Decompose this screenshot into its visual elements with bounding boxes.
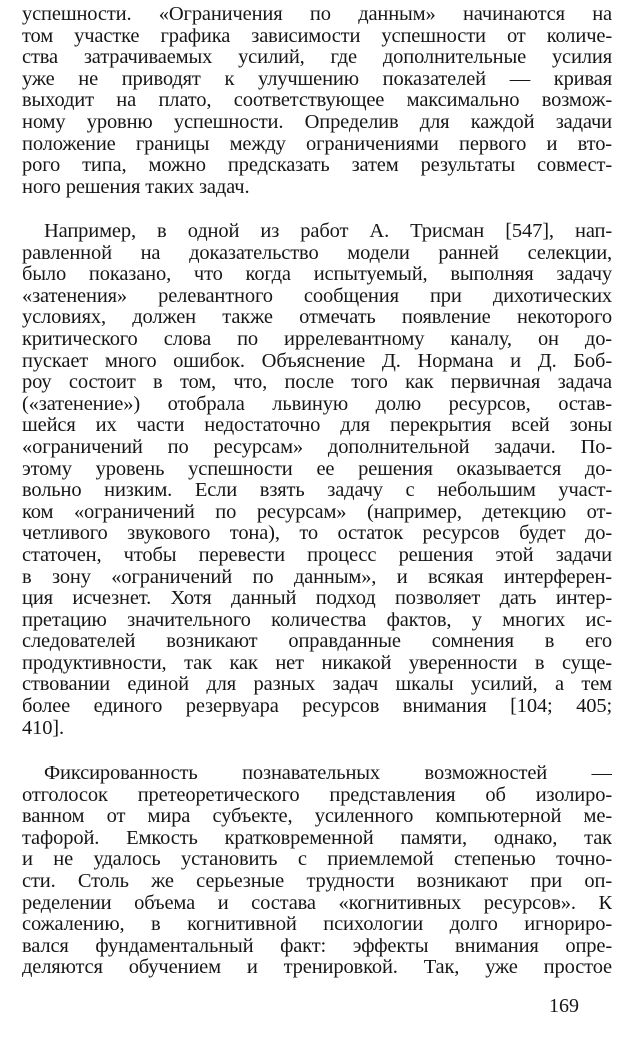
text-line: том участке графика зависимости успешности от количе- (22, 25, 612, 47)
page-number: 169 (549, 995, 579, 1017)
text-line: равленной на доказательство модели ранней селекции, (22, 242, 612, 264)
text-line: было показано, что когда испытуемый, выполняя задачу (22, 264, 612, 286)
text-line: ванном от мира субъекте, усиленного компьютерной ме- (22, 806, 612, 828)
text-line: в зону «ограничений по данным», и всякая интерферен- (22, 566, 612, 588)
text-line: вался фундаментальный факт: эффекты внимания опре- (22, 935, 612, 957)
text-line: Фиксированность познавательных возможностей — (44, 763, 612, 784)
text-line: ствовании единой для разных задач шкалы усилий, а тем (22, 674, 612, 696)
text-line: ному уровню успешности. Определив для каждой задачи (22, 111, 612, 133)
text-line: Например, в одной из работ А. Трисман [547], нап- (44, 221, 612, 242)
text-line: роу состоит в том, что, после того как первичная задача (22, 372, 612, 394)
paragraph-2 (22, 221, 612, 739)
text-line: и не удалось установить с приемлемой степенью точно- (22, 849, 612, 871)
text-line: этому уровень успешности ее решения оказывается до- (22, 458, 612, 480)
text-line: критического слова по иррелевантному каналу, он до- (22, 328, 612, 350)
text-line: сти. Столь же серьезные трудности возникают при оп- (22, 870, 612, 892)
text-line: более единого резервуара ресурсов внимания [104; 405; (22, 696, 612, 718)
text-line: четливого звукового тона), то остаток ресурсов будет до- (22, 523, 612, 545)
text-line: статочен, чтобы перевести процесс решения этой задачи (22, 544, 612, 566)
text-line: сожалению, в когнитивной психологии долго игнориро- (22, 914, 612, 936)
text-line: следователей возникают оправданные сомнения в его (22, 631, 612, 653)
text-line: рого типа, можно предсказать затем результаты совмест- (22, 155, 612, 177)
text-line: ком «ограничений по ресурсам» (например, детекцию от- (22, 501, 612, 523)
text-line: «затенения» релевантного сообщения при дихотических (22, 285, 612, 307)
text-line: ределении объема и состава «когнитивных ресурсов». К (22, 892, 612, 914)
text-line: деляются обучением и тренировкой. Так, уже простое (22, 957, 612, 979)
text-line: ства затрачиваемых усилий, где дополнительные усилия (22, 47, 612, 69)
paragraph-3 (22, 763, 612, 979)
text-line: продуктивности, так как нет никакой уверенности в суще- (22, 652, 612, 674)
paragraph-1 (22, 4, 612, 198)
text-line: шейся их части недостаточно для перекрытия всей зоны (22, 415, 612, 437)
text-line: пускает много ошибок. Объяснение Д. Нормана и Д. Боб- (22, 350, 612, 372)
text-line: ция исчезнет. Хотя данный подход позволяет дать интер- (22, 588, 612, 610)
text-line: претацию значительного количества фактов, у многих ис- (22, 609, 612, 631)
text-line: 410]. (22, 717, 64, 739)
text-line: положение границы между ограничениями первого и вто- (22, 133, 612, 155)
text-line: «ограничений по ресурсам» дополнительной задачи. По- (22, 436, 612, 458)
text-line: уже не приводят к улучшению показателей — кривая (22, 68, 612, 90)
text-line: вольно низким. Если взять задачу с небольшим участ- (22, 480, 612, 502)
text-line: («затенение») отобрала львиную долю ресурсов, остав- (22, 393, 612, 415)
text-line: ного решения таких задач. (22, 176, 250, 198)
text-line: отголосок претеоретического представления об изолиро- (22, 784, 612, 806)
text-line: успешности. «Ограничения по данным» начинаются на (22, 4, 612, 25)
text-line: выходит на плато, соответствующее максимально возмож- (22, 90, 612, 112)
text-line: условиях, должен также отмечать появление некоторого (22, 307, 612, 329)
text-line: тафорой. Емкость кратковременной памяти, однако, так (22, 827, 612, 849)
